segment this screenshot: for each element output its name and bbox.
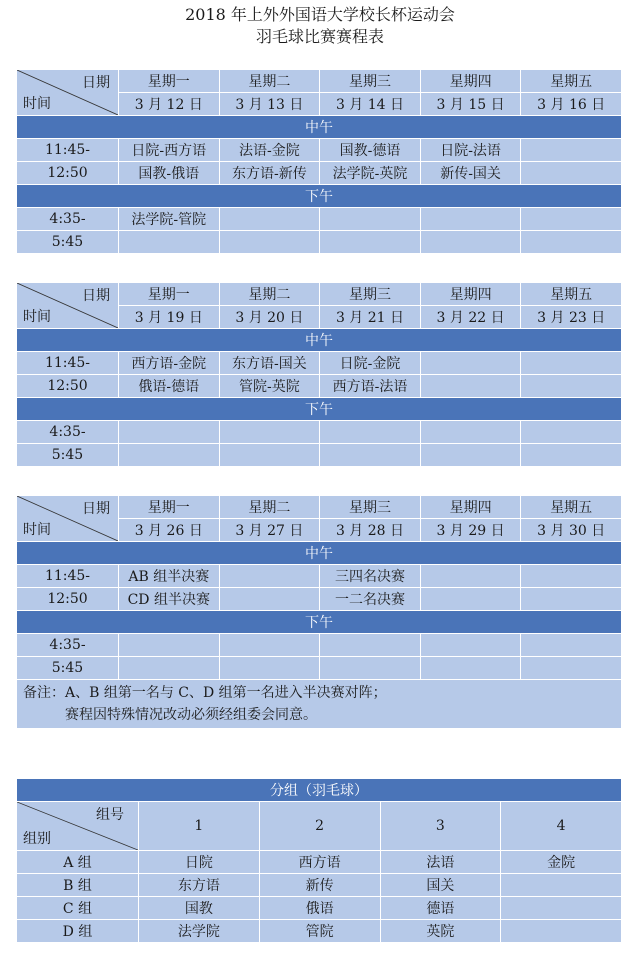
group-cell: 德语: [380, 897, 501, 920]
date-header: 日期: [82, 288, 110, 304]
date-cell: 3 月 26 日: [119, 519, 220, 542]
date-cell: 3 月 30 日: [521, 519, 622, 542]
match-cell: 日院-法语: [420, 139, 521, 162]
day-header: 星期四: [420, 496, 521, 519]
match-cell: [521, 657, 622, 680]
date-cell: 3 月 22 日: [420, 306, 521, 329]
group-cell: 管院: [259, 920, 380, 943]
day-header: 星期三: [320, 496, 421, 519]
match-cell: [521, 634, 622, 657]
table-row: [17, 897, 622, 920]
date-cell: 3 月 19 日: [119, 306, 220, 329]
match-cell: [420, 231, 521, 254]
group-number-header: 组号: [96, 807, 124, 823]
table-row: [17, 920, 622, 943]
match-cell: [320, 634, 421, 657]
group-col-header: 4: [501, 802, 622, 851]
match-cell: [521, 444, 622, 467]
match-cell: [219, 565, 320, 588]
afternoon-band: 下午: [17, 398, 622, 421]
match-cell: [219, 421, 320, 444]
day-header: 星期四: [420, 70, 521, 93]
match-cell: [219, 444, 320, 467]
document-subtitle: 羽毛球比赛赛程表: [255, 27, 384, 46]
match-cell: 西方语-法语: [320, 375, 421, 398]
time-header: 时间: [23, 522, 51, 538]
match-cell: [119, 444, 220, 467]
day-header: 星期五: [521, 496, 622, 519]
time-cell: 12:50: [17, 375, 119, 398]
time-header: 时间: [23, 96, 51, 112]
day-header: 星期二: [219, 496, 320, 519]
day-header: 星期五: [521, 70, 622, 93]
match-cell: [119, 657, 220, 680]
note-line-2: 赛程因特殊情况改动必须经组委会同意。: [65, 707, 317, 723]
day-header: 星期二: [219, 283, 320, 306]
header-diagonal-cell: [17, 283, 119, 329]
match-cell: [420, 657, 521, 680]
header-diagonal-cell: [17, 70, 119, 116]
match-cell: AB 组半决赛: [119, 565, 220, 588]
group-cell: 西方语: [259, 851, 380, 874]
table-row: [17, 851, 622, 874]
match-cell: [420, 352, 521, 375]
match-cell: [420, 565, 521, 588]
match-cell: 法语-金院: [219, 139, 320, 162]
match-cell: 三四名决赛: [320, 565, 421, 588]
match-cell: [320, 208, 421, 231]
schedule-week-3: [16, 495, 622, 729]
day-header: 星期三: [320, 283, 421, 306]
document-title: 2018 年上外外国语大学校长杯运动会: [185, 5, 455, 24]
time-cell: 4:35-: [17, 208, 119, 231]
match-cell: 一二名决赛: [320, 588, 421, 611]
match-cell: 法学院-英院: [320, 162, 421, 185]
schedule-week-2: [16, 282, 622, 467]
match-cell: 国教-德语: [320, 139, 421, 162]
match-cell: [219, 657, 320, 680]
table-row: [17, 874, 622, 897]
match-cell: 俄语-德语: [119, 375, 220, 398]
match-cell: [320, 231, 421, 254]
match-cell: [420, 634, 521, 657]
match-cell: [521, 162, 622, 185]
match-cell: [521, 421, 622, 444]
schedule-week-1: [16, 69, 622, 254]
match-cell: [219, 231, 320, 254]
group-name: B 组: [17, 874, 139, 897]
note-line-1: 备注：A、B 组第一名与 C、D 组第一名进入半决赛对阵；: [23, 685, 387, 701]
groups-header-diagonal-cell: [17, 802, 139, 851]
group-cell: 法语: [380, 851, 501, 874]
day-header: 星期五: [521, 283, 622, 306]
match-cell: [521, 565, 622, 588]
match-cell: [219, 634, 320, 657]
match-cell: [521, 352, 622, 375]
match-cell: [420, 375, 521, 398]
date-cell: 3 月 16 日: [521, 93, 622, 116]
match-cell: [521, 139, 622, 162]
time-cell: 12:50: [17, 588, 119, 611]
match-cell: [320, 444, 421, 467]
noon-band: 中午: [17, 116, 622, 139]
groups-title: 分组（羽毛球）: [17, 779, 622, 802]
time-cell: 11:45-: [17, 139, 119, 162]
date-header: 日期: [82, 75, 110, 91]
group-col-header: 2: [259, 802, 380, 851]
group-col-header: 1: [139, 802, 260, 851]
time-cell: 4:35-: [17, 634, 119, 657]
match-cell: [119, 634, 220, 657]
match-cell: [219, 588, 320, 611]
group-cell: 国关: [380, 874, 501, 897]
time-cell: 5:45: [17, 657, 119, 680]
header-diagonal-cell: [17, 496, 119, 542]
afternoon-band: 下午: [17, 611, 622, 634]
date-cell: 3 月 14 日: [320, 93, 421, 116]
match-cell: 西方语-金院: [119, 352, 220, 375]
noon-band: 中午: [17, 329, 622, 352]
time-cell: 4:35-: [17, 421, 119, 444]
date-cell: 3 月 21 日: [320, 306, 421, 329]
match-cell: [420, 208, 521, 231]
group-name: D 组: [17, 920, 139, 943]
group-cell: [501, 897, 622, 920]
match-cell: 日院-西方语: [119, 139, 220, 162]
match-cell: 管院-英院: [219, 375, 320, 398]
match-cell: [119, 231, 220, 254]
group-cell: 英院: [380, 920, 501, 943]
date-cell: 3 月 27 日: [219, 519, 320, 542]
match-cell: [320, 421, 421, 444]
date-cell: 3 月 23 日: [521, 306, 622, 329]
group-cell: 东方语: [139, 874, 260, 897]
time-cell: 5:45: [17, 231, 119, 254]
match-cell: 新传-国关: [420, 162, 521, 185]
noon-band: 中午: [17, 542, 622, 565]
group-name: A 组: [17, 851, 139, 874]
match-cell: 法学院-管院: [119, 208, 220, 231]
match-cell: [521, 375, 622, 398]
group-name: C 组: [17, 897, 139, 920]
afternoon-band: 下午: [17, 185, 622, 208]
time-cell: 11:45-: [17, 565, 119, 588]
group-col-header: 3: [380, 802, 501, 851]
group-cell: 新传: [259, 874, 380, 897]
schedule-note: [17, 680, 622, 729]
match-cell: [420, 421, 521, 444]
date-cell: 3 月 12 日: [119, 93, 220, 116]
day-header: 星期三: [320, 70, 421, 93]
match-cell: 国教-俄语: [119, 162, 220, 185]
date-cell: 3 月 29 日: [420, 519, 521, 542]
time-cell: 11:45-: [17, 352, 119, 375]
match-cell: [521, 208, 622, 231]
match-cell: [119, 421, 220, 444]
date-cell: 3 月 15 日: [420, 93, 521, 116]
group-cell: [501, 874, 622, 897]
day-header: 星期二: [219, 70, 320, 93]
group-cell: 俄语: [259, 897, 380, 920]
match-cell: [420, 588, 521, 611]
match-cell: 日院-金院: [320, 352, 421, 375]
date-header: 日期: [82, 501, 110, 517]
match-cell: [320, 657, 421, 680]
group-cell: [501, 920, 622, 943]
match-cell: 东方语-新传: [219, 162, 320, 185]
group-cell: 法学院: [139, 920, 260, 943]
match-cell: 东方语-国关: [219, 352, 320, 375]
match-cell: [219, 208, 320, 231]
date-cell: 3 月 20 日: [219, 306, 320, 329]
group-name-header: 组别: [23, 831, 51, 847]
group-cell: 国教: [139, 897, 260, 920]
group-cell: 日院: [139, 851, 260, 874]
date-cell: 3 月 28 日: [320, 519, 421, 542]
groups-table: [16, 778, 622, 943]
day-header: 星期一: [119, 70, 220, 93]
time-cell: 12:50: [17, 162, 119, 185]
match-cell: CD 组半决赛: [119, 588, 220, 611]
match-cell: [521, 231, 622, 254]
time-cell: 5:45: [17, 444, 119, 467]
time-header: 时间: [23, 309, 51, 325]
date-cell: 3 月 13 日: [219, 93, 320, 116]
day-header: 星期一: [119, 283, 220, 306]
match-cell: [521, 588, 622, 611]
day-header: 星期一: [119, 496, 220, 519]
group-cell: 金院: [501, 851, 622, 874]
day-header: 星期四: [420, 283, 521, 306]
match-cell: [420, 444, 521, 467]
